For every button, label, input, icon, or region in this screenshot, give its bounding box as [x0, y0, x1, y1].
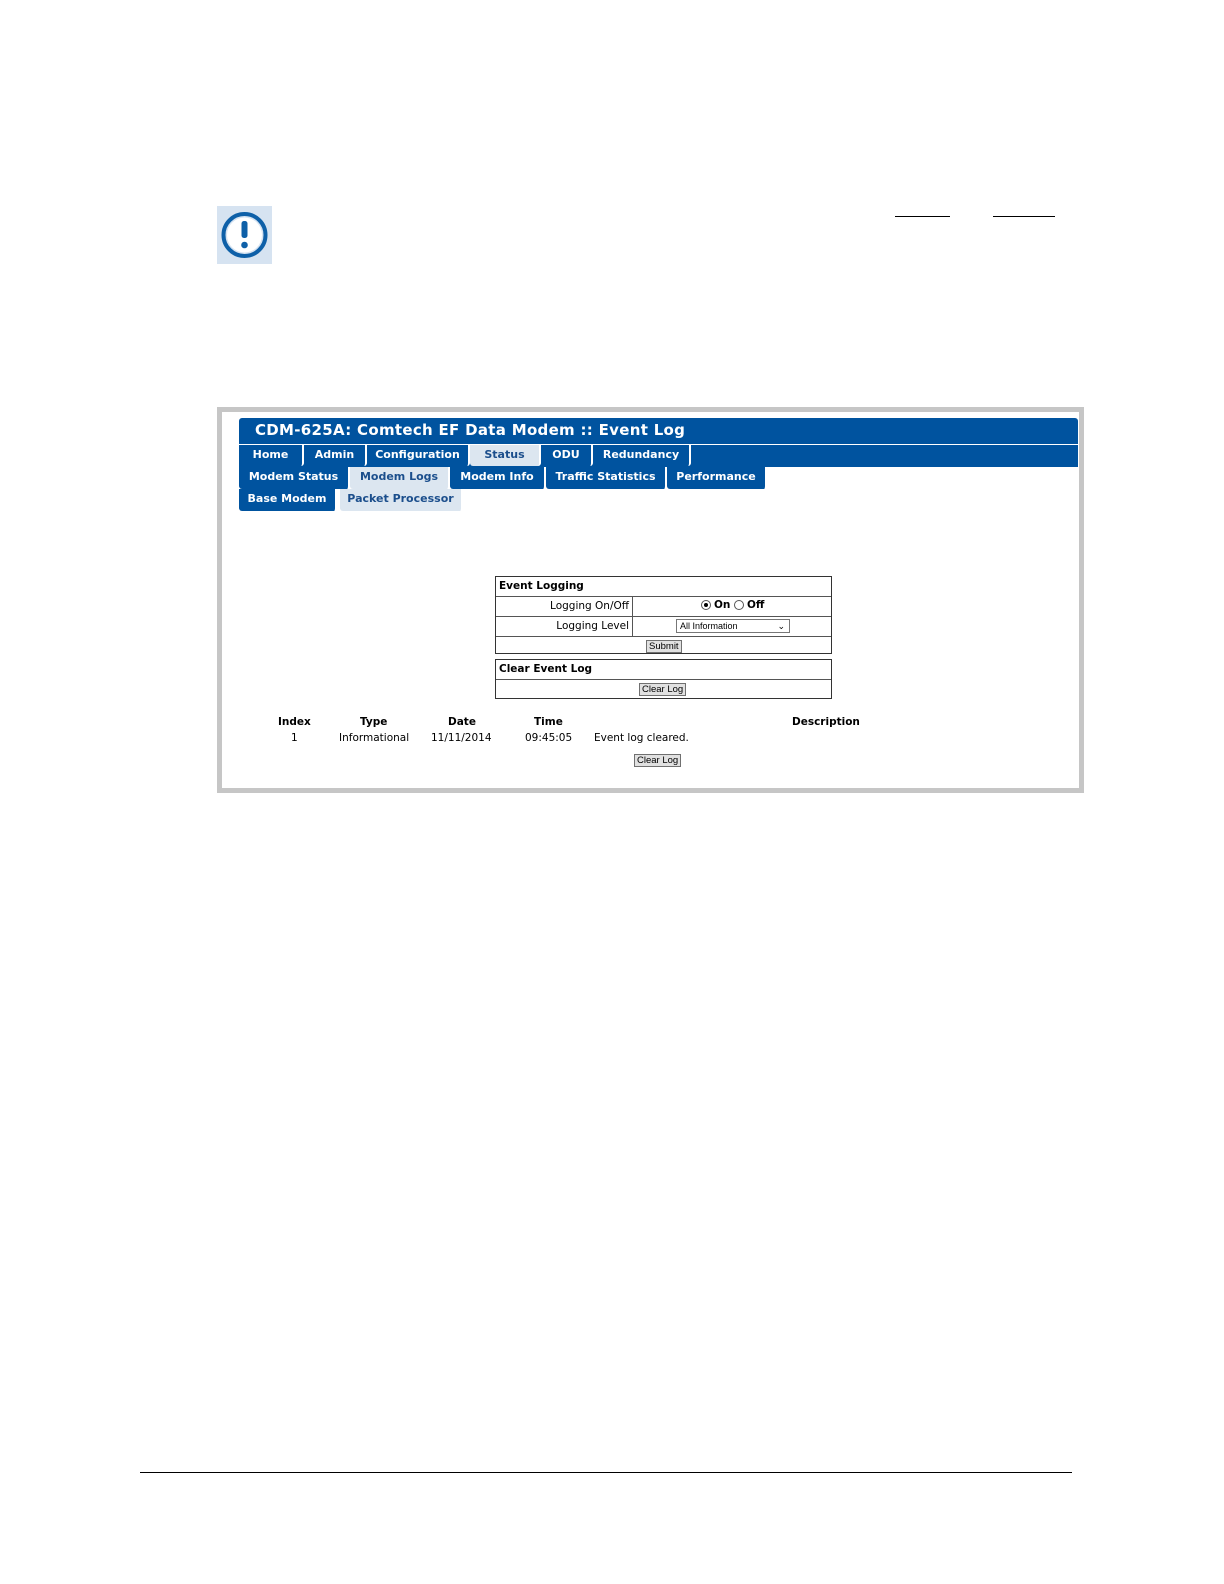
section-header: Event Logging	[496, 577, 831, 597]
tab-modem-status[interactable]: Modem Status	[239, 467, 350, 489]
tab-status[interactable]: Status	[470, 445, 541, 466]
tab-modem-logs[interactable]: Modem Logs	[350, 467, 450, 489]
clear-log-button[interactable]: Clear Log	[639, 683, 686, 696]
col-header-time: Time	[534, 716, 563, 728]
tab-home[interactable]: Home	[239, 445, 304, 466]
event-logging-section	[495, 576, 832, 654]
section-header: Clear Event Log	[496, 660, 831, 680]
submit-row	[496, 637, 831, 656]
logging-level-label: Logging Level	[496, 617, 633, 636]
app-title-bar	[239, 418, 1078, 444]
cell-index: 1	[291, 732, 298, 744]
tab-base-modem[interactable]: Base Modem	[239, 489, 337, 511]
tab-admin[interactable]: Admin	[304, 445, 367, 466]
cell-type: Informational	[339, 732, 410, 744]
underline-mark	[895, 216, 950, 217]
logging-on-label: On	[714, 599, 731, 611]
underline-mark	[993, 216, 1055, 217]
col-header-date: Date	[448, 716, 476, 728]
submit-button[interactable]: Submit	[646, 640, 682, 653]
tab-modem-info[interactable]: Modem Info	[450, 467, 546, 489]
cell-date: 11/11/2014	[431, 732, 492, 744]
logging-off-radio[interactable]	[734, 600, 744, 610]
logging-level-select[interactable]	[676, 619, 790, 633]
tab-redundancy[interactable]: Redundancy	[593, 445, 691, 466]
app-title: CDM-625A: Comtech EF Data Modem :: Event Log	[255, 421, 686, 439]
clear-log-bottom-button[interactable]: Clear Log	[634, 754, 681, 767]
screenshot-frame	[217, 407, 1084, 793]
exclamation-circle-icon	[217, 206, 272, 264]
logging-toggle-row	[496, 597, 831, 617]
cell-description: Event log cleared.	[594, 732, 689, 744]
logging-on-radio[interactable]	[701, 600, 711, 610]
chevron-down-icon: ⌄	[777, 621, 785, 631]
clear-event-log-section	[495, 659, 832, 699]
tab-odu[interactable]: ODU	[541, 445, 593, 466]
tab-configuration[interactable]: Configuration	[367, 445, 470, 466]
tab-performance[interactable]: Performance	[667, 467, 767, 489]
col-header-description: Description	[792, 716, 860, 728]
col-header-type: Type	[360, 716, 388, 728]
tab-packet-processor[interactable]: Packet Processor	[340, 489, 463, 511]
cell-time: 09:45:05	[525, 732, 573, 744]
col-header-index: Index	[278, 716, 311, 728]
clear-log-row	[496, 680, 831, 699]
footer-divider	[140, 1472, 1072, 1473]
logging-off-label: Off	[747, 599, 765, 611]
tab-traffic-statistics[interactable]: Traffic Statistics	[546, 467, 667, 489]
logging-toggle-label: Logging On/Off	[496, 597, 633, 616]
logging-level-row	[496, 617, 831, 637]
logging-level-value: All Information	[680, 621, 738, 631]
